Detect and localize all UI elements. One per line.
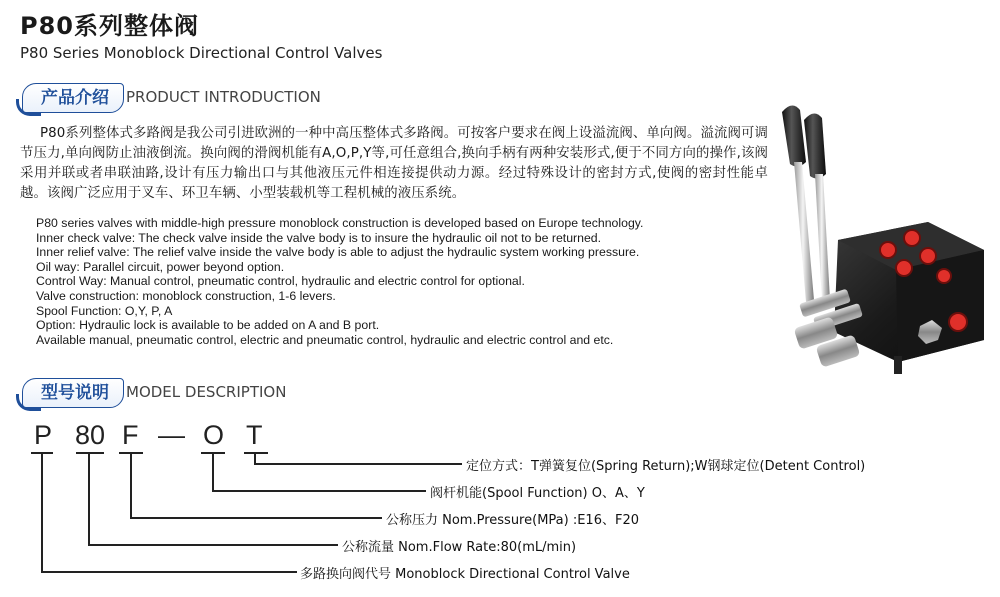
code-underline [244, 452, 268, 454]
model-desc-heading [22, 378, 422, 408]
leader-line [212, 490, 426, 492]
intro-en-list [36, 216, 643, 347]
intro-cn-paragraph: P80系列整体式多路阀是我公司引进欧洲的一种中高压整体式多路阀。可按客户要求在阀上设溢流阀、单向阀。溢流阀可调节压力,单向阀防止油液倒流。换向阀的滑阀机能有A,O,P,Y等,可任意组合,换向手柄有两种安装形式,便于不同方向的操作,该阀采用并联或者串联油路,设计有压力输出口与其他液压元件相连接提供动力源。经过特殊设计的密封方式,使阀的密封性能卓越。该阀广泛应用于叉车、环卫车辆、小型装载机等工程机械的液压系统。 [20, 126, 768, 201]
leader-line [130, 517, 382, 519]
code-underline [76, 452, 104, 454]
desc-flow-rate: 公称流量 Nom.Flow Rate:80(mL/min) [342, 540, 577, 555]
code-t: T [246, 420, 263, 450]
intro-en-line: Inner relief valve: The relief valve inside the valve body is able to adjust the hydraulic system working pressure. [36, 245, 640, 260]
model-desc-badge: 型号说明 [22, 378, 124, 408]
model-desc-title: MODEL DESCRIPTION [126, 383, 287, 401]
intro-en-line: Oil way: Parallel circuit, power beyond option. [36, 259, 285, 274]
desc-valve-code: 多路换向阀代号 Monoblock Directional Control Valve [300, 567, 630, 582]
leader-line [88, 452, 90, 545]
intro-en-line: Valve construction: monoblock construction, 1-6 levers. [36, 288, 336, 303]
leader-line [88, 544, 338, 546]
leader-line [41, 452, 43, 572]
product-intro-title: PRODUCT INTRODUCTION [126, 88, 321, 106]
page-title: P80系列整体阀 [20, 12, 199, 40]
intro-en-line: Available manual, pneumatic control, electric and pneumatic control, hydraulic and electric control and etc. [36, 332, 614, 347]
product-intro-heading [22, 83, 422, 113]
leader-line [130, 452, 132, 518]
leader-line [254, 463, 462, 465]
leader-line [212, 452, 214, 491]
desc-positioning: 定位方式：T弹簧复位(Spring Return);W钢球定位(Detent Control) [466, 459, 866, 474]
intro-en-line: Control Way: Manual control, pneumatic control, hydraulic and electric control for optional. [36, 274, 525, 289]
intro-en-line: P80 series valves with middle-high pressure monoblock construction is developed based on Europe technology. [36, 216, 644, 230]
intro-en-line: Inner check valve: The check valve inside the valve body is to insure the hydraulic oil not to be returned. [36, 230, 602, 245]
leader-line [41, 571, 297, 573]
intro-en-line: Spool Function: O,Y, P, A [36, 303, 173, 318]
valve-product-image [778, 100, 992, 390]
desc-spool-function: 阀杆机能(Spool Function) O、A、Y [430, 486, 645, 501]
code-p: P [34, 420, 53, 450]
intro-en-line: Option: Hydraulic lock is available to be added on A and B port. [36, 318, 380, 333]
product-intro-badge: 产品介绍 [22, 83, 124, 113]
desc-pressure: 公称压力 Nom.Pressure(MPa) :E16、F20 [386, 513, 639, 528]
code-o: O [203, 420, 225, 450]
code-dash: — [158, 420, 185, 450]
page-subtitle: P80 Series Monoblock Directional Control Valves [20, 44, 383, 62]
code-80: 80 [75, 420, 106, 450]
code-f: F [122, 420, 139, 450]
